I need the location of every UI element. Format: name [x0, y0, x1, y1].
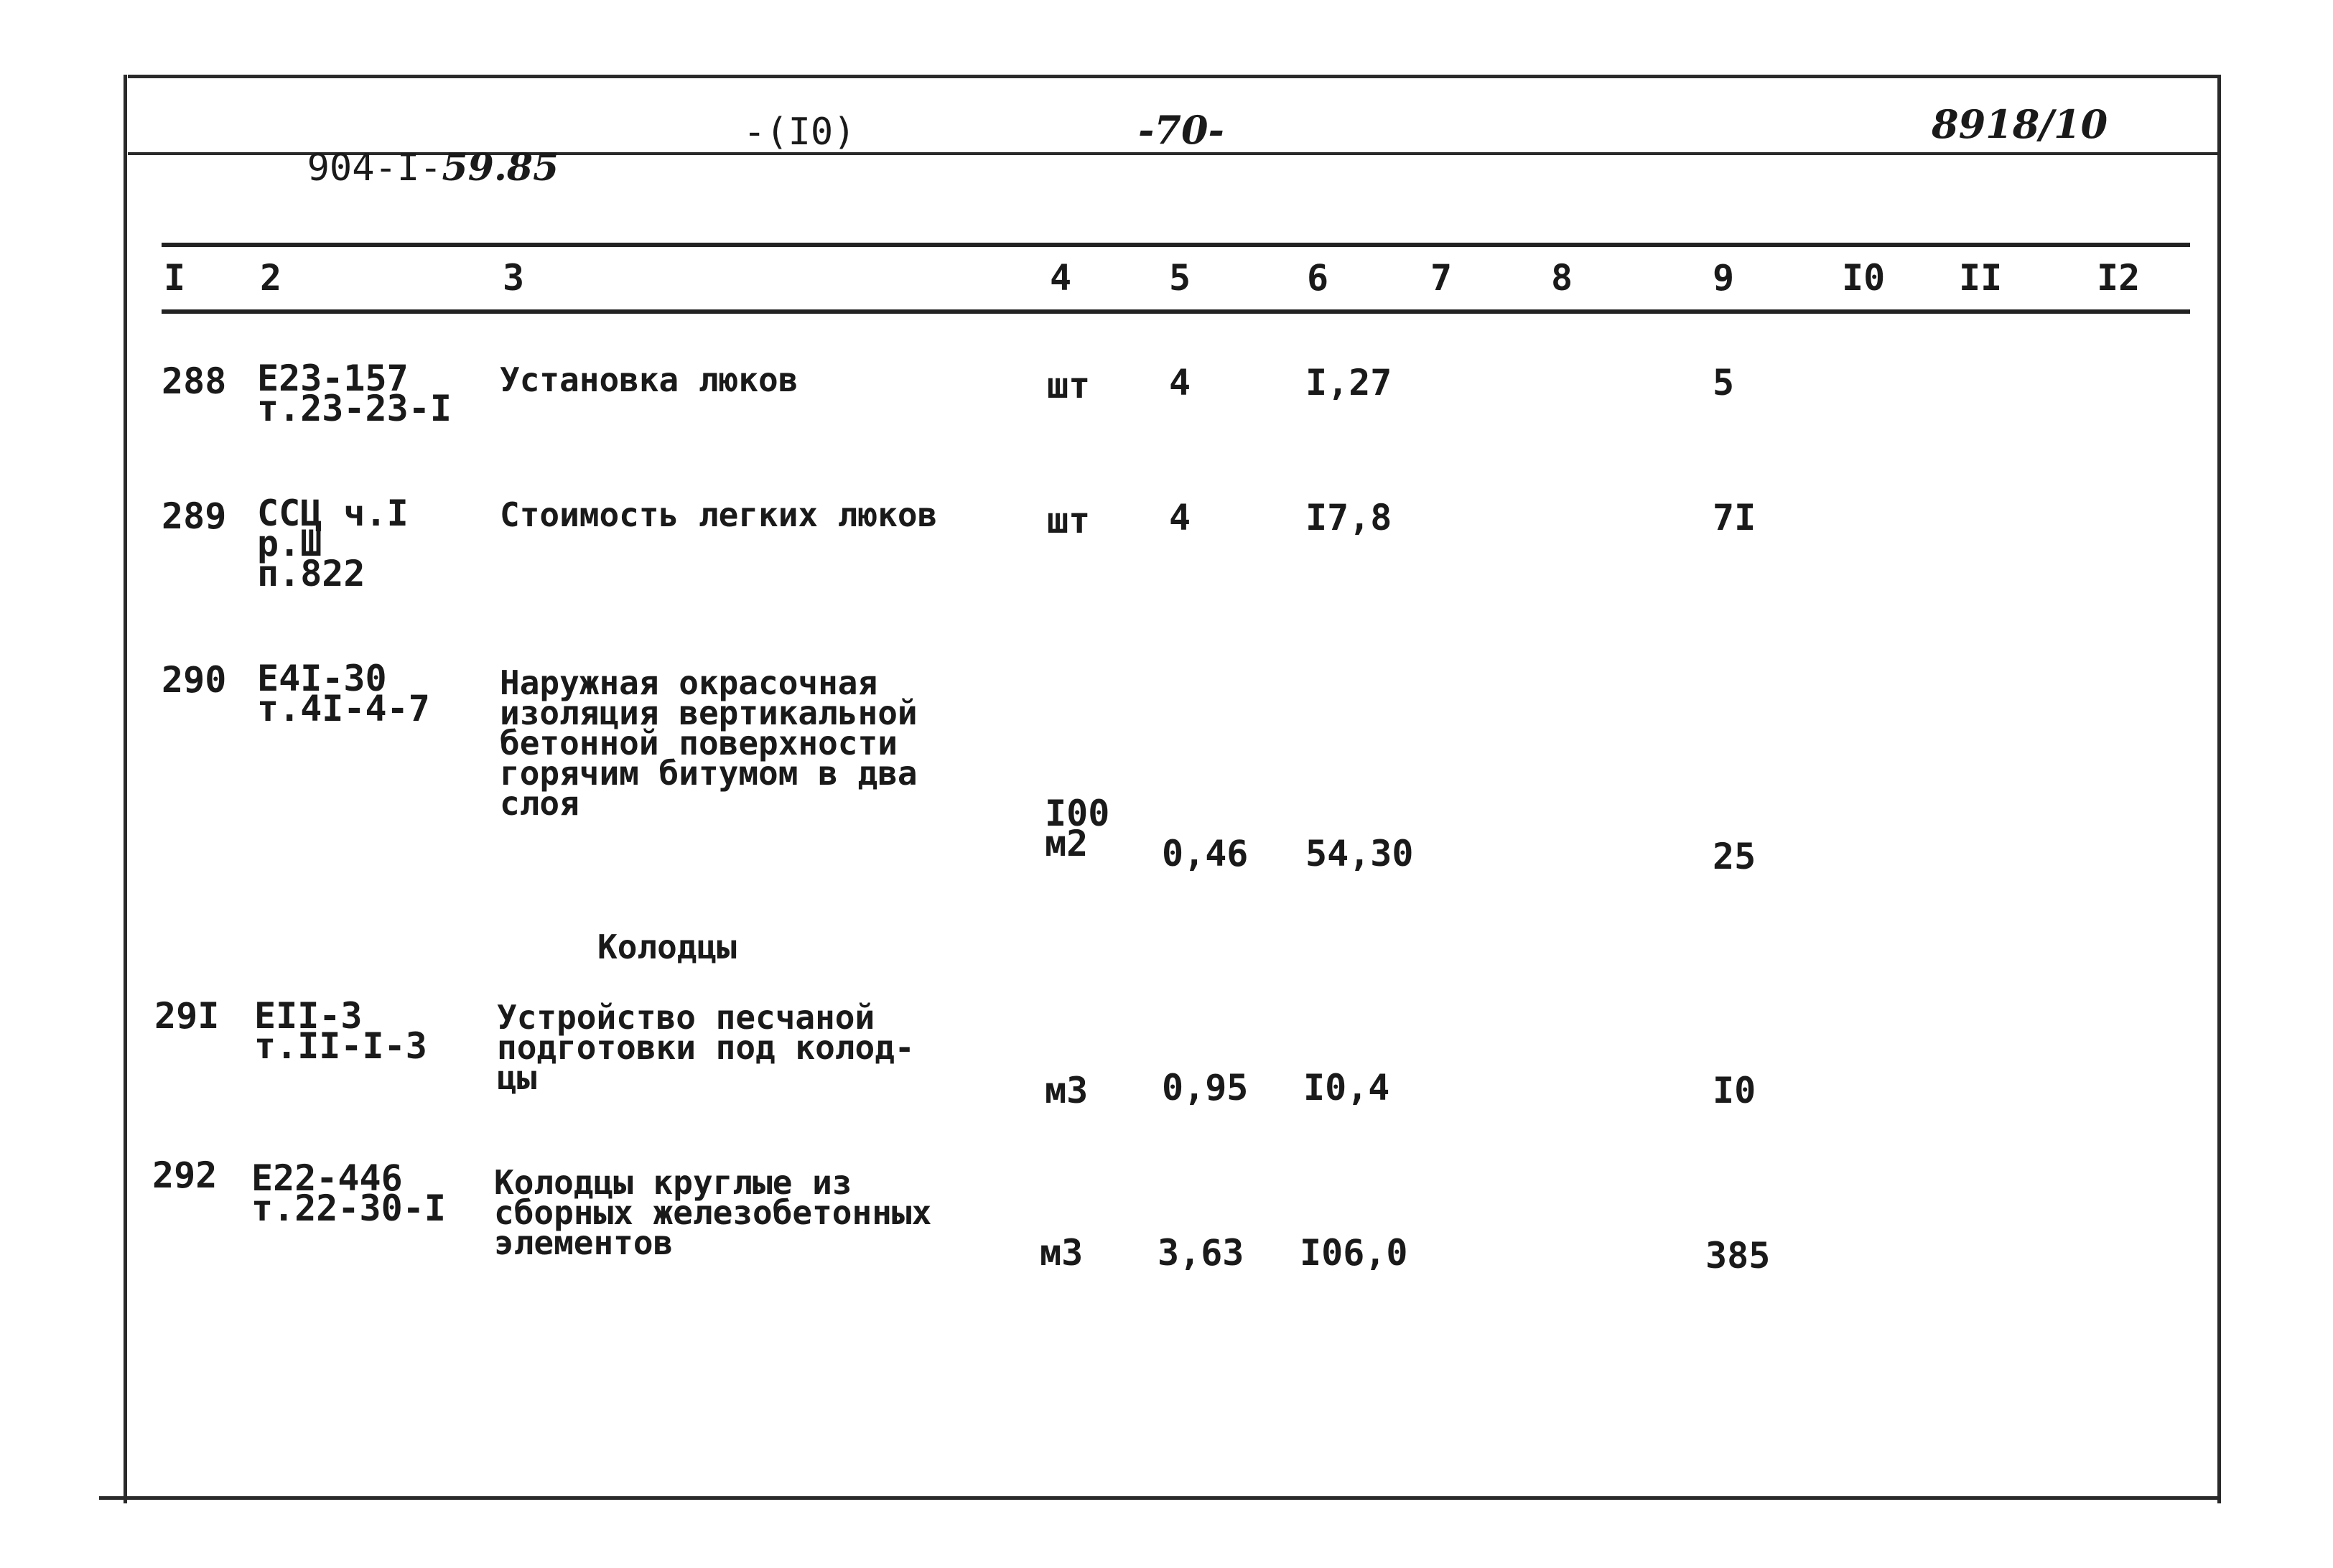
- column-header: II: [1959, 257, 2003, 299]
- quantity: 4: [1169, 497, 1191, 538]
- work-description: Стоимость легких люков: [500, 495, 938, 534]
- column-header: 8: [1551, 257, 1573, 299]
- unit: м3: [1040, 1232, 1084, 1274]
- row-number: 290: [162, 659, 227, 701]
- row-number: 288: [162, 360, 227, 402]
- rate-code: EII-3 т.II-I-3: [254, 995, 427, 1067]
- total-cost: 385: [1705, 1235, 1771, 1277]
- column-header: 4: [1050, 257, 1072, 299]
- unit: м3: [1045, 1070, 1089, 1111]
- unit: шт: [1047, 365, 1091, 406]
- page-number: -70-: [1138, 107, 1224, 153]
- document-number-printed: 904-I-: [307, 146, 442, 190]
- quantity: 4: [1169, 362, 1191, 403]
- work-description: Устройство песчаной подготовки под колод- цы: [497, 998, 915, 1097]
- total-cost: 7I: [1713, 497, 1756, 538]
- unit: I00 м2: [1045, 793, 1110, 864]
- table-header-bottom-rule: [162, 309, 2190, 314]
- archive-number: 8918/10: [1932, 101, 2108, 147]
- quantity: 3,63: [1158, 1232, 1244, 1274]
- quantity: 0,46: [1162, 833, 1249, 874]
- column-header: I0: [1842, 257, 1886, 299]
- rate-code: ССЦ ч.I р.Ш п.822: [257, 493, 409, 594]
- unit-price: 54,30: [1305, 833, 1414, 874]
- work-description: Наружная окрасочная изоляция вертикальной бетонной поверхности горячим битумом в два слоя: [500, 663, 918, 823]
- column-header: 5: [1169, 257, 1191, 299]
- column-header: I2: [2097, 257, 2141, 299]
- rate-code: E4I-30 т.4I-4-7: [257, 658, 430, 729]
- frame-right-border: [2217, 75, 2221, 1503]
- column-header: I: [164, 257, 186, 299]
- unit-price: I,27: [1305, 362, 1392, 403]
- column-header: 7: [1430, 257, 1453, 299]
- row-number: 289: [162, 495, 227, 537]
- frame-top-border: [128, 75, 2221, 78]
- unit-price: I06,0: [1300, 1232, 1408, 1274]
- total-cost: 5: [1713, 362, 1735, 403]
- work-description: Установка люков: [500, 360, 798, 399]
- row-number: 29I: [154, 995, 220, 1037]
- frame-left-border: [124, 75, 127, 1503]
- total-cost: I0: [1713, 1070, 1756, 1111]
- total-cost: 25: [1713, 836, 1756, 877]
- rate-code: E23-157 т.23-23-I: [257, 358, 452, 429]
- unit-price: I0,4: [1303, 1067, 1390, 1109]
- column-header: 9: [1713, 257, 1735, 299]
- unit: шт: [1047, 500, 1091, 541]
- unit-price: I7,8: [1305, 497, 1392, 538]
- column-header: 2: [260, 257, 282, 299]
- column-header: 6: [1307, 257, 1329, 299]
- document-number: [262, 112, 559, 190]
- column-header: 3: [503, 257, 525, 299]
- quantity: 0,95: [1162, 1067, 1249, 1109]
- work-description: Колодцы круглые из сборных железобетонных элементов: [494, 1163, 932, 1262]
- frame-bottom-border: [99, 1496, 2221, 1500]
- sheet-code: -(I0): [743, 111, 856, 154]
- table-header-top-rule: [162, 243, 2190, 247]
- rate-code: E22-446 т.22-30-I: [251, 1157, 446, 1229]
- section-title: Колодцы: [597, 928, 737, 966]
- document-number-handwritten: 59.85: [442, 146, 559, 190]
- row-number: 292: [152, 1154, 218, 1196]
